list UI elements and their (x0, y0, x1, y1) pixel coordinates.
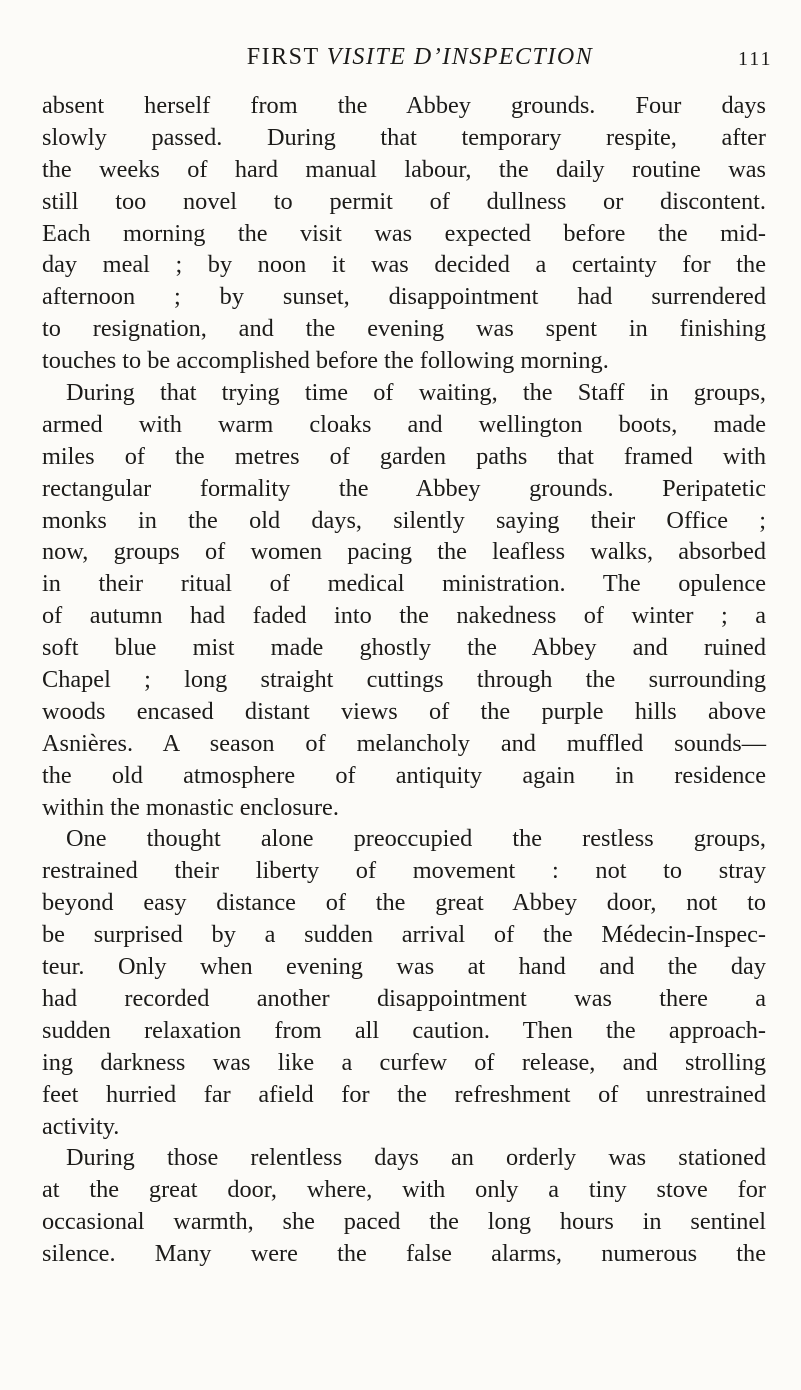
body-text (42, 90, 766, 1270)
text-line: day meal ; by noon it was decided a certainty for the (42, 251, 766, 279)
text-line: touches to be accomplished before the following morning. (42, 347, 609, 375)
text-line: slowly passed. During that temporary respite, after (42, 123, 766, 151)
text-line: be surprised by a sudden arrival of the Médecin-Inspec- (42, 921, 766, 949)
text-line: absent herself from the Abbey grounds. Four days (42, 92, 766, 119)
text-line: monks in the old days, silently saying their Office ; (42, 506, 766, 534)
text-line: sudden relaxation from all caution. Then the approach- (42, 1016, 766, 1044)
text-line: the weeks of hard manual labour, the daily routine was (42, 155, 766, 183)
text-line: restrained their liberty of movement : not to stray (42, 857, 766, 885)
text-line: soft blue mist made ghostly the Abbey and ruined (42, 634, 766, 662)
text-line: occasional warmth, she paced the long hours in sentinel (42, 1208, 766, 1236)
running-head-first: FIRST (246, 44, 327, 70)
text-line: Each morning the visit was expected before the mid- (42, 219, 766, 247)
text-line: teur. Only when evening was at hand and the day (42, 953, 766, 981)
text-line: at the great door, where, with only a tiny stove for (42, 1176, 766, 1204)
page-number: 111 (738, 48, 773, 70)
text-line: beyond easy distance of the great Abbey door, not to (42, 889, 766, 917)
text-line: woods encased distant views of the purple hills above (42, 697, 766, 725)
text-line: still too novel to permit of dullness or discontent. (42, 187, 766, 215)
text-line: miles of the metres of garden paths that framed with (42, 442, 766, 470)
text-line: silence. Many were the false alarms, numerous the (42, 1240, 766, 1268)
text-line: afternoon ; by sunset, disappointment had surrendered (42, 283, 766, 311)
text-line: now, groups of women pacing the leafless walks, absorbed (42, 538, 766, 566)
text-line: of autumn had faded into the nakedness of winter ; a (42, 602, 766, 630)
text-line: Asnières. A season of melancholy and muffled sounds— (42, 729, 766, 757)
running-head-title-italic: VISITE D’INSPECTION (326, 44, 594, 70)
text-line: ing darkness was like a curfew of release, and strolling (42, 1048, 766, 1076)
text-line: activity. (42, 1112, 120, 1140)
text-line: One thought alone preoccupied the restless groups, (66, 825, 766, 853)
text-line: feet hurried far afield for the refreshment of unrestrained (42, 1080, 766, 1108)
text-line: Chapel ; long straight cuttings through the surrounding (42, 666, 766, 694)
text-line: had recorded another disappointment was there a (42, 984, 766, 1012)
text-line: the old atmosphere of antiquity again in residence (42, 761, 766, 789)
text-line: in their ritual of medical ministration. The opulence (42, 570, 766, 598)
text-line: During that trying time of waiting, the Staff in groups, (66, 379, 766, 407)
text-line: armed with warm cloaks and wellington boots, made (42, 410, 766, 438)
text-line: within the monastic enclosure. (42, 793, 339, 821)
text-line: to resignation, and the evening was spent in finishing (42, 315, 766, 343)
text-line: rectangular formality the Abbey grounds. Peripatetic (42, 474, 766, 502)
text-line: During those relentless days an orderly was stationed (66, 1144, 766, 1172)
running-head (160, 42, 680, 72)
